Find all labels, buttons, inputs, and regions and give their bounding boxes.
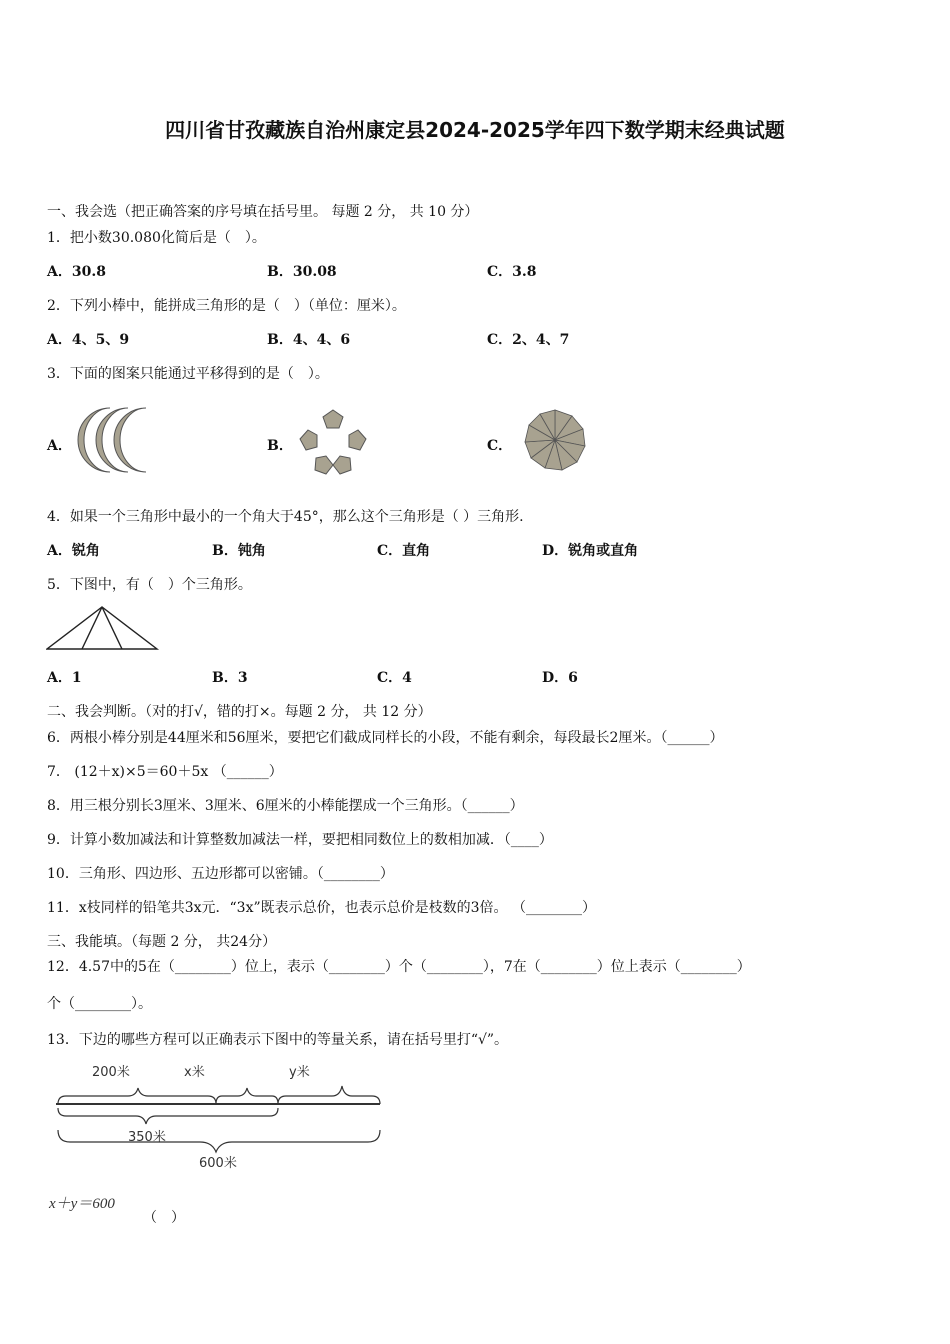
diagram-label-200: 200米 — [92, 1065, 130, 1080]
question-5-stem: 5．下图中，有（ ）个三角形。 — [47, 577, 252, 593]
question-7: 7． (12＋x)×5＝60＋5x （______） — [47, 764, 283, 780]
q2-option-b: B．4、4、6 — [267, 332, 351, 348]
q4-option-c: C．直角 — [377, 543, 431, 559]
q5-option-a: A．1 — [47, 670, 82, 686]
equation-answer-paren[interactable]: （ ） — [143, 1210, 185, 1226]
section-3-header: 三、我能填。（每题 2 分， 共24分） — [47, 934, 277, 950]
pentagon-ring-figure — [298, 408, 368, 476]
question-9: 9．计算小数加减法和计算整数加减法一样，要把相同数位上的数相加减．（____） — [47, 832, 553, 848]
page-title: 四川省甘孜藏族自治州康定县2024-2025学年四下数学期末经典试题 — [165, 118, 785, 142]
q4-option-d: D．锐角或直角 — [542, 543, 639, 559]
q1-option-a: A．30.8 — [47, 264, 106, 280]
diagram-label-600: 600米 — [199, 1156, 237, 1171]
question-4-stem: 4．如果一个三角形中最小的一个角大于45°，那么这个三角形是（ ）三角形. — [47, 509, 524, 525]
diagram-label-y: y米 — [289, 1065, 310, 1080]
q5-option-d: D．6 — [542, 670, 578, 686]
crescent-pattern-figure — [74, 402, 160, 478]
q1-option-c: C．3.8 — [487, 264, 537, 280]
pinwheel-figure — [520, 404, 590, 476]
diagram-label-350: 350米 — [128, 1130, 166, 1145]
question-6: 6．两根小棒分别是44厘米和56厘米，要把它们截成同样长的小段，不能有剩余，每段最长2厘米。（______） — [47, 730, 724, 746]
q3-option-b: B． — [267, 438, 293, 454]
q2-option-a: A．4、5、9 — [47, 332, 130, 348]
equation-x-plus-y: x＋y＝600 — [49, 1196, 115, 1212]
q2-option-c: C．2、4、7 — [487, 332, 570, 348]
question-10: 10．三角形、四边形、五边形都可以密铺。（________） — [47, 866, 394, 882]
q1-option-b: B．30.08 — [267, 264, 337, 280]
section-2-header: 二、我会判断。（对的打√，错的打×。每题 2 分， 共 12 分） — [47, 704, 432, 720]
question-13-stem: 13．下边的哪些方程可以正确表示下图中的等量关系，请在括号里打“√”。 — [47, 1032, 509, 1048]
question-8: 8．用三根分别长3厘米、3厘米、6厘米的小棒能摆成一个三角形。（______） — [47, 798, 524, 814]
diagram-label-x: x米 — [184, 1065, 205, 1080]
question-3-stem: 3．下面的图案只能通过平移得到的是（ ）。 — [47, 366, 329, 382]
q3-option-a: A． — [47, 438, 72, 454]
question-1-stem: 1．把小数30.080化简后是（ ）。 — [47, 230, 266, 246]
question-11: 11．x枝同样的铅笔共3x元．“3x”既表示总价，也表示总价是枝数的3倍。 （________） — [47, 900, 596, 916]
q5-option-c: C．4 — [377, 670, 412, 686]
question-2-stem: 2．下列小棒中，能拼成三角形的是（ ）（单位：厘米）。 — [47, 298, 406, 314]
section-1-header: 一、我会选（把正确答案的序号填在括号里。 每题 2 分， 共 10 分） — [47, 204, 479, 220]
q4-option-a: A．锐角 — [47, 543, 100, 559]
q4-option-b: B．钝角 — [212, 543, 266, 559]
question-12-line-1: 12．4.57中的5在（________）位上，表示（________）个（________），7在（________）位上表示（________） — [47, 959, 751, 975]
question-12-line-2: 个（________）。 — [47, 996, 152, 1012]
q5-option-b: B．3 — [212, 670, 248, 686]
q3-option-c: C． — [487, 438, 513, 454]
triangle-figure — [46, 604, 160, 652]
